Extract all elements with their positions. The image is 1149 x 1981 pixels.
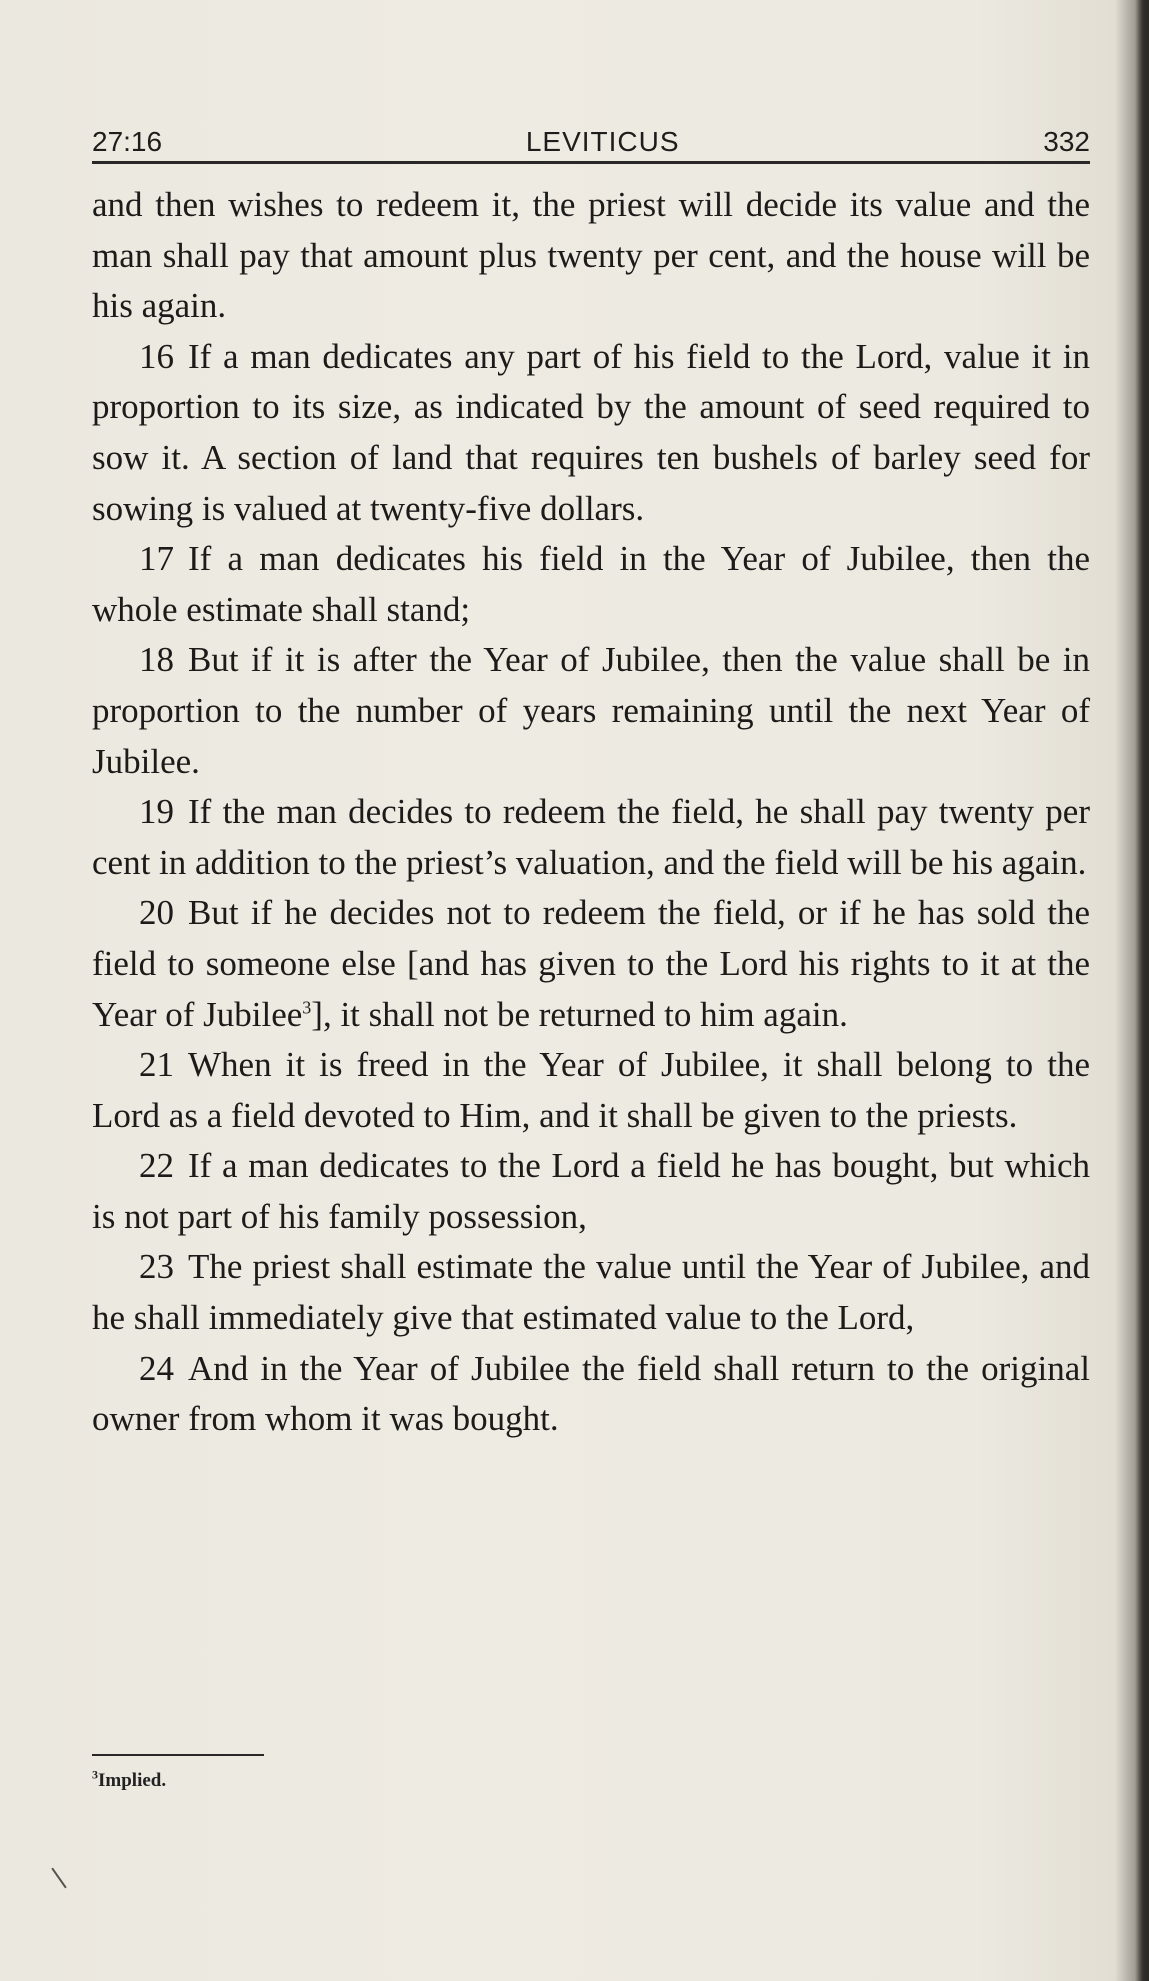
verse-21 <box>92 1040 1090 1141</box>
running-head <box>92 118 1090 158</box>
verse-text: But if it is after the Year of Jubilee, then the value shall be in proportion to the number of years remaining until the next Year of Jubilee. <box>92 640 1090 781</box>
body-text <box>92 180 1090 1445</box>
verse-17 <box>92 534 1090 635</box>
verse-number: 21 <box>139 1045 174 1085</box>
footnote-reference[interactable]: 3 <box>302 996 312 1017</box>
verse-number: 22 <box>139 1146 174 1186</box>
verse-24 <box>92 1344 1090 1445</box>
verse-text: And in the Year of Jubilee the field shall return to the original owner from whom it was bought. <box>92 1348 1090 1439</box>
continued-paragraph <box>92 180 1090 332</box>
verse-number: 16 <box>139 336 174 376</box>
verse-text: If a man dedicates to the Lord a field he has bought, but which is not part of his family possession, <box>92 1146 1090 1236</box>
page-edge-shadow <box>1135 0 1149 1981</box>
verse-number: 18 <box>139 640 174 680</box>
verse-text: When it is freed in the Year of Jubilee, it shall belong to the Lord as a field devoted to Him, and it shall be given to the priests. <box>92 1045 1090 1135</box>
verse-text-continued: ], it shall not be returned to him again. <box>311 994 848 1034</box>
verse-text: If a man dedicates his field in the Year of Jubilee, then the whole estimate shall stand; <box>92 539 1090 629</box>
page-number: 332 <box>1043 126 1090 157</box>
verse-number: 17 <box>139 539 174 579</box>
verse-text: If the man decides to redeem the field, he shall pay twenty per cent in addition to the priest’s valuation, and the field will be his again. <box>92 792 1090 882</box>
footnote <box>92 1767 167 1792</box>
verse-number: 24 <box>139 1348 174 1388</box>
footnote-rule <box>92 1754 264 1756</box>
verse-text: The priest shall estimate the value until the Year of Jubilee, and he shall immediately give that estimated value to the Lord, <box>92 1247 1090 1338</box>
footnote-text: Implied. <box>98 1770 167 1791</box>
verse-22 <box>92 1141 1090 1242</box>
verse-text: But if he decides not to redeem the field, or if he has sold the field to someone else [and has given to the Lord his rights to it at the Year of Jubilee <box>92 893 1090 1034</box>
book-title: LEVITICUS <box>525 126 680 157</box>
verse-number: 23 <box>139 1247 174 1287</box>
header-rule <box>92 161 1090 164</box>
verse-text: If a man dedicates any part of his field to the Lord, value it in proportion to its size, as indicated by the amount of seed required to sow it. A section of land that requires ten bushels of barley seed for sowing is valued at twenty-five dollars. <box>92 336 1090 528</box>
chapter-verse-reference: 27:16 <box>92 126 163 157</box>
verse-20 <box>92 888 1090 1040</box>
verse-16 <box>92 332 1090 534</box>
verse-23 <box>92 1242 1090 1343</box>
footnote-mark: 3 <box>92 1767 98 1782</box>
verse-18 <box>92 635 1090 787</box>
verse-number: 19 <box>139 792 174 832</box>
paragraph-text: and then wishes to redeem it, the priest will decide its value and the man shall pay that amount plus twenty per cent, and the house will be his again. <box>92 185 1090 326</box>
verse-number: 20 <box>139 893 174 933</box>
stray-pen-mark <box>51 1868 66 1889</box>
verse-19 <box>92 787 1090 888</box>
